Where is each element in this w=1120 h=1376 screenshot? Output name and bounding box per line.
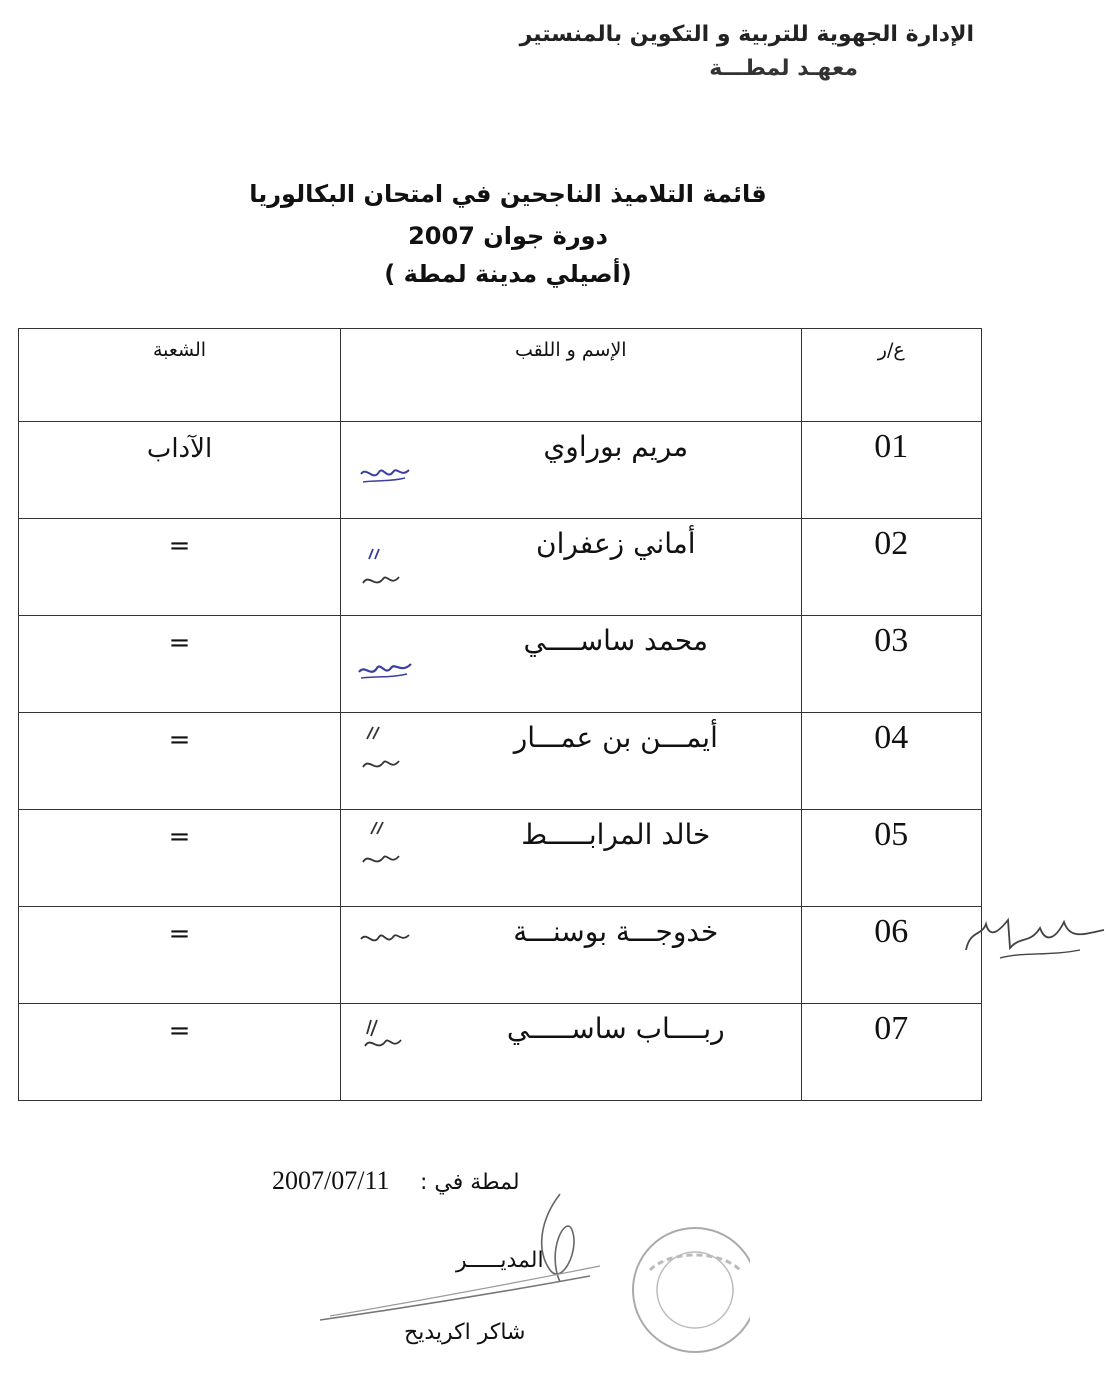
- table-row: [19, 616, 982, 713]
- handwritten-ditto-initial-icon: [355, 818, 415, 878]
- handwritten-ditto-initial-icon: [355, 1014, 415, 1064]
- row-number: 01: [874, 428, 909, 465]
- branch-cell: [19, 907, 341, 1004]
- branch-cell: [19, 1004, 341, 1101]
- number-cell: [801, 616, 982, 713]
- number-cell: [801, 1004, 982, 1101]
- column-header-number: ع/ر: [801, 329, 982, 422]
- table-row: [19, 907, 982, 1004]
- branch-cell: [19, 422, 341, 519]
- branch-value: =: [168, 725, 191, 755]
- origin-subtitle: (أصيلي مدينة لمطة ): [384, 260, 632, 288]
- session-subtitle: دورة جوان 2007: [408, 222, 608, 250]
- student-name: محمد ساســــي: [523, 624, 709, 657]
- handwritten-ditto-initial-icon: [355, 533, 415, 593]
- name-cell: [341, 713, 801, 810]
- director-name: شاكر اكريديح: [404, 1320, 526, 1345]
- results-table: [18, 328, 982, 1101]
- column-header-name: الإسم و اللقب: [341, 329, 801, 422]
- branch-cell: [19, 616, 341, 713]
- branch-value: =: [168, 628, 191, 658]
- branch-cell: [19, 519, 341, 616]
- date-label: لمطة في :: [420, 1170, 520, 1195]
- branch-cell: [19, 713, 341, 810]
- handwritten-initial-icon: [355, 646, 415, 686]
- row-number: 03: [874, 622, 909, 659]
- student-name: خدوجـــة بوسنـــة: [513, 915, 719, 948]
- handwritten-ditto-initial-icon: [355, 723, 415, 783]
- branch-cell: [19, 810, 341, 907]
- row-number: 07: [874, 1010, 909, 1047]
- name-cell: [341, 810, 801, 907]
- page-title: قائمة التلاميذ الناجحين في امتحان البكالوريا: [249, 180, 767, 208]
- table-row: [19, 422, 982, 519]
- official-stamp-icon: [620, 1210, 750, 1370]
- handwritten-side-note-icon: [960, 900, 1110, 970]
- student-name: خالد المرابـــــط: [521, 818, 711, 851]
- name-cell: [341, 422, 801, 519]
- number-cell: [801, 519, 982, 616]
- student-name: أيمـــن بن عمـــار: [513, 721, 718, 754]
- number-cell: [801, 422, 982, 519]
- name-cell: [341, 907, 801, 1004]
- header-institute: معهـد لمطـــة: [709, 56, 858, 81]
- student-name: ربــــاب ساســـــي: [506, 1012, 725, 1045]
- number-cell: [801, 810, 982, 907]
- name-cell: [341, 616, 801, 713]
- row-number: 06: [874, 913, 909, 950]
- student-name: مريم بوراوي: [543, 430, 689, 463]
- table-row: [19, 713, 982, 810]
- row-number: 04: [874, 719, 909, 756]
- row-number: 05: [874, 816, 909, 853]
- branch-value: =: [168, 531, 191, 561]
- column-header-branch: الشعبة: [19, 329, 341, 422]
- name-cell: [341, 519, 801, 616]
- handwritten-initial-icon: [355, 452, 415, 492]
- row-number: 02: [874, 525, 909, 562]
- branch-value: =: [168, 919, 191, 949]
- date-value: 2007/07/11: [272, 1166, 390, 1195]
- branch-value: الآداب: [146, 434, 213, 464]
- table-header-row: [19, 329, 982, 422]
- name-cell: [341, 1004, 801, 1101]
- number-cell: [801, 713, 982, 810]
- branch-value: =: [168, 822, 191, 852]
- table-row: [19, 519, 982, 616]
- table-row: [19, 810, 982, 907]
- branch-value: =: [168, 1016, 191, 1046]
- number-cell: [801, 907, 982, 1004]
- director-role: المديـــــر: [456, 1248, 544, 1273]
- student-name: أماني زعفران: [536, 527, 696, 560]
- table-row: [19, 1004, 982, 1101]
- header-administration: الإدارة الجهوية للتربية و التكوين بالمنستير: [519, 22, 974, 47]
- handwritten-initial-icon: [355, 917, 415, 957]
